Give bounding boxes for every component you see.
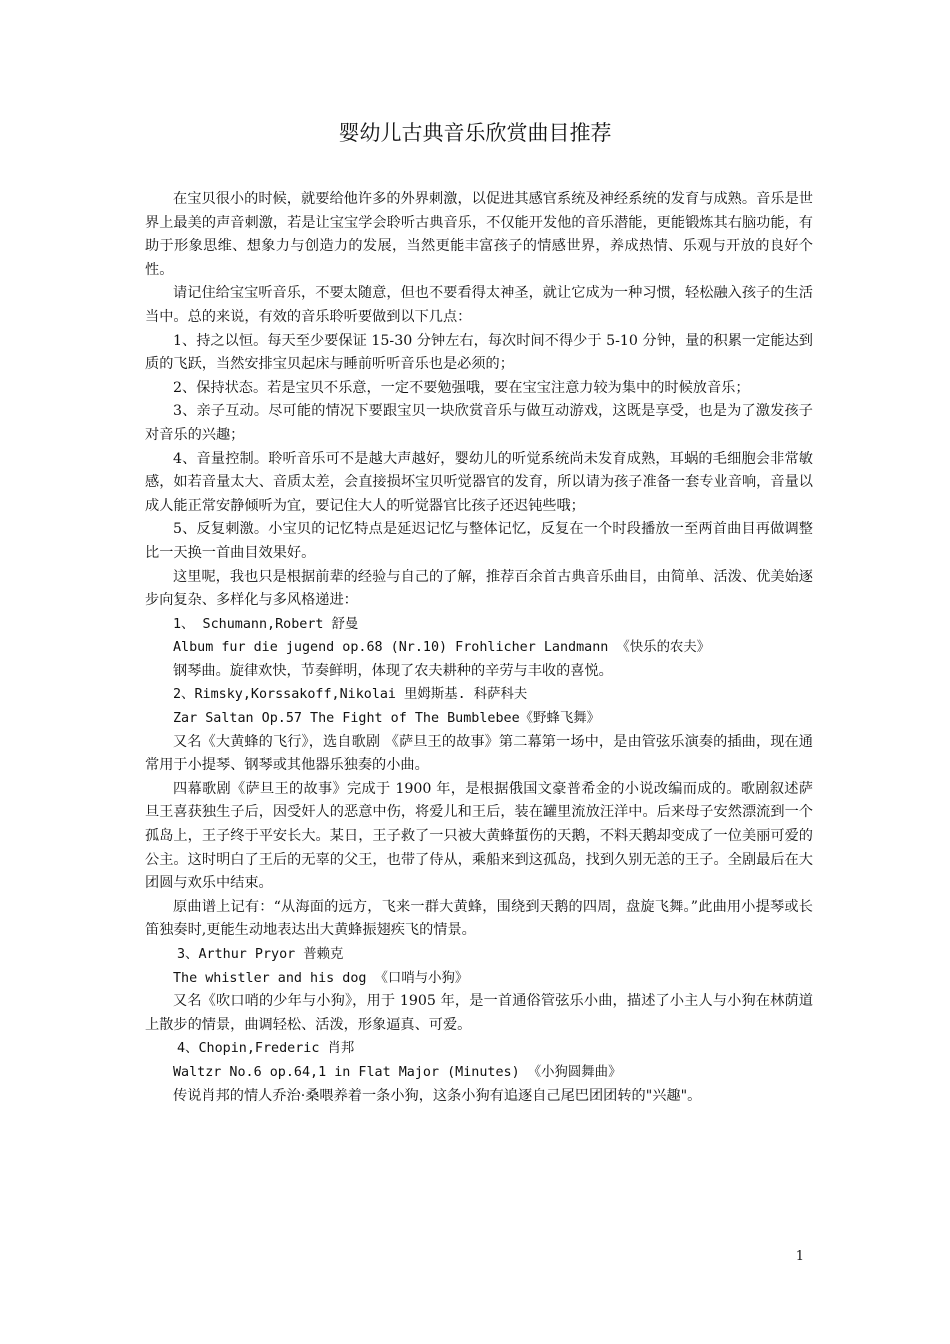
composer-3-heading: 3、Arthur Pryor 普赖克 xyxy=(177,947,344,962)
document-body xyxy=(145,188,813,1108)
paragraph-point-4: 4、音量控制。聆听音乐可不是越大声越好，婴幼儿的听觉系统尚未发育成熟，耳蜗的毛细胞会非常敏感，如若音量太大、音质太差，会直接损坏宝贝听觉器官的发育，所以请为孩子准备一套专业音响，音量以成人能正常安静倾听为宜，要记住大人的听觉器官比孩子还迟钝些哦； xyxy=(145,450,813,514)
paragraph-recommendation: 这里呢，我也只是根据前辈的经验与自己的了解，推荐百余首古典音乐曲目，由简单、活泼、优美始逐步向复杂、多样化与多风格递进： xyxy=(145,568,813,609)
composer-1-heading: 1、 Schumann,Robert 舒曼 xyxy=(173,616,359,632)
paragraph-point-5: 5、反复刺激。小宝贝的记忆特点是延迟记忆与整体记忆，反复在一个时段播放一至两首曲目再做调整比一天换一首曲目效果好。 xyxy=(145,521,813,561)
paragraph-intro: 在宝贝很小的时候，就要给他许多的外界刺激，以促进其感官系统及神经系统的发育与成熟。音乐是世界上最美的声音刺激，若是让宝宝学会聆听古典音乐，不仅能开发他的音乐潜能，更能锻炼其右脑功能，有助于形象思维、想象力与创造力的发展，当然更能丰富孩子的情感世界，养成热情、乐观与开放的良好个性。 xyxy=(145,191,813,278)
paragraph-point-3: 3、亲子互动。尽可能的情况下要跟宝贝一块欣赏音乐与做互动游戏，这既是享受，也是为了激发孩子对音乐的兴趣； xyxy=(145,403,813,443)
document-title: 婴幼儿古典音乐欣赏曲目推荐 xyxy=(338,121,612,145)
paragraph-point-2: 2、保持状态。若是宝贝不乐意，一定不要勉强哦，要在宝宝注意力较为集中的时候放音乐； xyxy=(173,379,750,396)
piece-3-description: 又名《吹口哨的少年与小狗》，用于 1905 年，是一首通俗管弦乐小曲，描述了小主人与小狗在林荫道上散步的情景，曲调轻松、活泼，形象逼真、可爱。 xyxy=(145,993,813,1033)
page-number: 1 xyxy=(795,1249,804,1264)
piece-2-opera-story: 四幕歌剧《萨旦王的故事》完成于 1900 年，是根据俄国文豪普希金的小说改编而成的。歌剧叙述萨旦王喜获独生子后，因受奸人的恶意中伤，将爱儿和王后，装在罐里流放汪洋中。后来母子安然漂流到一个孤岛上，王子终于平安长大。某日，王子救了一只被大黄蜂蜇伤的天鹅，不料天鹅却变成了一位美丽可爱的公主。这时明白了王后的无辜的父王，也带了侍从，乘船来到这孤岛，找到久别无恙的王子。全剧最后在大团圆与欢乐中结束。 xyxy=(145,780,813,892)
piece-2-score-note: 原曲谱上记有：“从海面的远方，飞来一群大黄蜂，围绕到天鹅的四周，盘旋飞舞。”此曲用小提琴或长笛独奏时,更能生动地表达出大黄蜂振翅疾飞的情景。 xyxy=(145,898,813,939)
piece-3-title: The whistler and his dog 《口哨与小狗》 xyxy=(173,970,469,986)
composer-2-heading: 2、Rimsky,Korssakoff,Nikolai 里姆斯基. 科萨科夫 xyxy=(173,687,528,703)
paragraph-advice: 请记住给宝宝听音乐，不要太随意，但也不要看得太神圣，就让它成为一种习惯，轻松融入孩子的生活当中。总的来说，有效的音乐聆听要做到以下几点： xyxy=(145,285,813,325)
composer-4-heading: 4、Chopin,Frederic 肖邦 xyxy=(177,1041,355,1057)
piece-1-description: 钢琴曲。旋律欢快，节奏鲜明，体现了农夫耕种的辛劳与丰收的喜悦。 xyxy=(173,662,613,679)
paragraph-point-1: 1、持之以恒。每天至少要保证 15-30 分钟左右，每次时间不得少于 5-10 分钟，量的积累一定能达到质的飞跃，当然安排宝贝起床与睡前听听音乐也是必须的； xyxy=(145,332,813,373)
piece-4-title: Waltzr No.6 op.64,1 in Flat Major (Minutes) 《小狗圆舞曲》 xyxy=(173,1064,622,1080)
piece-2-title: Zar Saltan Op.57 The Fight of The Bumblebee《野蜂飞舞》 xyxy=(173,711,601,727)
piece-4-description: 传说肖邦的情人乔治·桑喂养着一条小狗，这条小狗有追逐自己尾巴团团转的"兴趣"。 xyxy=(173,1087,702,1104)
piece-1-title: Album fur die jugend op.68 (Nr.10) Frohlicher Landmann 《快乐的农夫》 xyxy=(173,640,711,656)
piece-2-description: 又名《大黄蜂的飞行》，选自歌剧 《萨旦王的故事》第二幕第一场中，是由管弦乐演奏的插曲，现在通常用于小提琴、钢琴或其他器乐独奏的小曲。 xyxy=(145,733,813,774)
